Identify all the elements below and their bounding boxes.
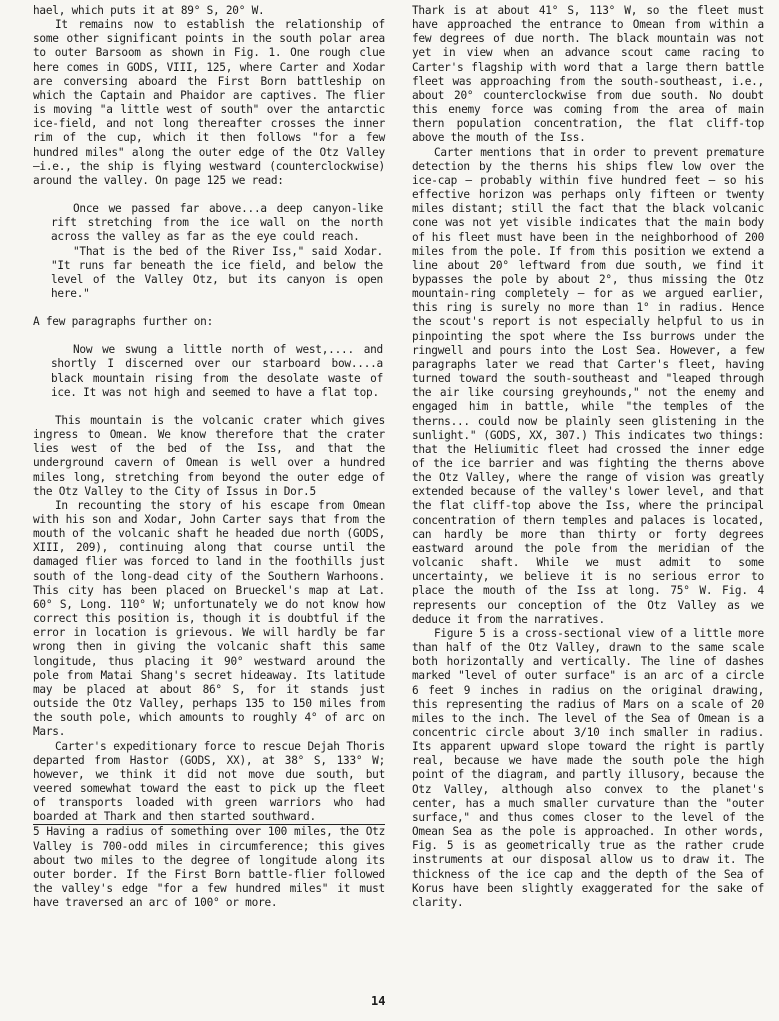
page-number: 14 bbox=[371, 994, 386, 1008]
paragraph-detection: Carter mentions that in order to prevent premature detection by the therns his ships flew low over the ice-cap — probably within five hundred feet — so his effective horizon was perhaps only fifteen or twenty miles distant; still the fact that the black volcanic cone was not yet visible indicates that the main body of his fleet must have been in the neighborhood of 200 miles from the pole. If from this position we extend a line about 20° leftward from due south, we find it bypasses the pole by about 2°, thus missing the Otz mountain-ring completely — for as we argued earlier, this ring is surely no more than 1° in radius. Hence the scout's report is not especially helpful to us in pinpointing the spot where the Iss burrows under the ringwell and pours into the Lost Sea. However, a few paragraphs later we read that Carter's fleet, having turned toward the south-southeast and "leaped through the air like coursing greyhounds," not the enemy and engaged him in battle, while "the temples of the therns... could now be plainly seen glistening in the sunlight." (GODS, XX, 307.) This indicates two things: that the Heliumitic fleet had crossed the inner edge of the ice barrier and was fighting the therns above the Otz Valley, where the range of vision was greatly extended because of the valley's lower level, and that the flat cliff-top above the Iss, where the principal concentration of thern temples and palaces is located, can hardly be more than thirty or forty degrees eastward around the pole from the meridian of the volcanic shaft. While we must admit to some uncertainty, we believe it is no serious error to place the mouth of the Iss at long. 75° W. Fig. 4 represents our conception of the Otz Valley as we deduce it from the narratives. bbox=[412, 145, 764, 626]
paragraph-escape: In recounting the story of his escape from Omean with his son and Xodar, John Carter says that from the mouth of the volcanic shaft he headed due north (GODS, XIII, 209), continuing along that course until the damaged flier was forced to land in the foothills just south of the long-dead city of the Southern Warhoons. This city has been placed on Brueckel's map at Lat. 60° S, Long. 110° W; unfortunately we do not know how correct this position is, though it is doubtful if the error in location is grievous. We will hardly be far wrong then in giving the volcanic shaft this same longitude, thus placing it 90° westward around the pole from Matai Shang's secret hideaway. Its latitude may be placed at about 86° S, for it stands just outside the Otz Valley, perhaps 135 to 150 miles from the south pole, which amounts to roughly 4° of arc on Mars. bbox=[33, 498, 385, 739]
paragraph-volcanic-crater: This mountain is the volcanic crater which gives ingress to Omean. We know therefore that the crater lies west of the bed of the Iss, and that the underground cavern of Omean is well over a hundred miles long, stretching from beyond the outer edge of the Otz Valley to the City of Issus in Dor.5 bbox=[33, 413, 385, 498]
paragraph-figure-5: Figure 5 is a cross-sectional view of a little more than half of the Otz Valley, drawn to the same scale both horizontally and vertically. The line of dashes marked "level of outer surface" is an arc of a circle 6 feet 9 inches in radius on the original drawing, this representing the radius of Mars on a scale of 20 miles to the inch. The level of the Sea of Omean is a concentric circle about 3/10 inch smaller in radius. Its apparent upward slope toward the right is partly real, because we have made the south pole the high point of the diagram, and partly illusory, because the Otz Valley, although also convex to the planet's center, has a much smaller curvature than the "outer surface," and thus comes closer to the level of the Omean Sea as the pole is approached. In other words, Fig. 5 is as geometrically true as the rather crude instruments at our disposal allow us to draw it. The thickness of the ice cap and the depth of the Sea of Korus have been slightly exaggerated for the sake of clarity. bbox=[412, 626, 764, 909]
left-column bbox=[33, 4, 385, 910]
lead-in-text: A few paragraphs further on: bbox=[33, 315, 214, 329]
quote-black-mountain: Now we swung a little north of west,.... and shortly I discerned over our starboard bow....a black mountain rising from the desolate waste of ice. It was not high and seemed to have a flat top. bbox=[51, 343, 383, 399]
quote-river-iss: "That is the bed of the River Iss," said Xodar. "It runs far beneath the ice field, and below the level of the Valley Otz, but its canyon is open here." bbox=[51, 244, 383, 300]
right-column bbox=[412, 4, 764, 910]
paragraph-relationship: It remains now to establish the relationship of some other significant points in the south polar area to outer Barsoom as shown in Fig. 1. One rough clue here comes in GODS, VIII, 125, where Carter and Xodar are conversing aboard the First Born battleship on which the Captain and Phaidor are captives. The flier is moving "a little west of south" over the antarctic ice-field, and not long thereafter crosses the inner rim of the cup, which it then follows "for a few hundred miles" along the outer edge of the Otz Valley —i.e., the ship is flying westward (counterclockwise) around the valley. On page 125 we read: bbox=[33, 18, 385, 187]
footnote-5: 5 Having a radius of something over 100 miles, the Otz Valley is 700-odd miles in circumference; this gives about two miles to the degree of longitude along its outer border. If the First Born battle-flier followed the valley's edge "for a few hundred miles" it must have traversed an arc of 100° or more. bbox=[33, 825, 385, 910]
intro-line: hael, which puts it at 89° S, 20° W. bbox=[33, 4, 265, 17]
paragraph-expedition: Carter's expeditionary force to rescue Dejah Thoris departed from Hastor (GODS, XX), at 38° S, 133° W; however, we think it did not move due south, but veered somewhat toward the east to pick up the fleet of transports loaded with green warriors who had boarded at Thark and then started southward. bbox=[33, 739, 385, 824]
paragraph-thark: Thark is at about 41° S, 113° W, so the fleet must have approached the entrance to Omean from within a few degrees of due north. The black mountain was not yet in view when an advance scout came racing to Carter's flagship with word that a large thern battle fleet was approaching from the south-southeast, i.e., about 20° counterclockwise from due south. No doubt this enemy force was coming from the area of main thern population concentration, the flat cliff-top above the mouth of the Iss. bbox=[412, 4, 764, 145]
quote-canyon: Once we passed far above...a deep canyon-like rift stretching from the ice wall on the north across the valley as far as the eye could reach. bbox=[51, 202, 383, 244]
